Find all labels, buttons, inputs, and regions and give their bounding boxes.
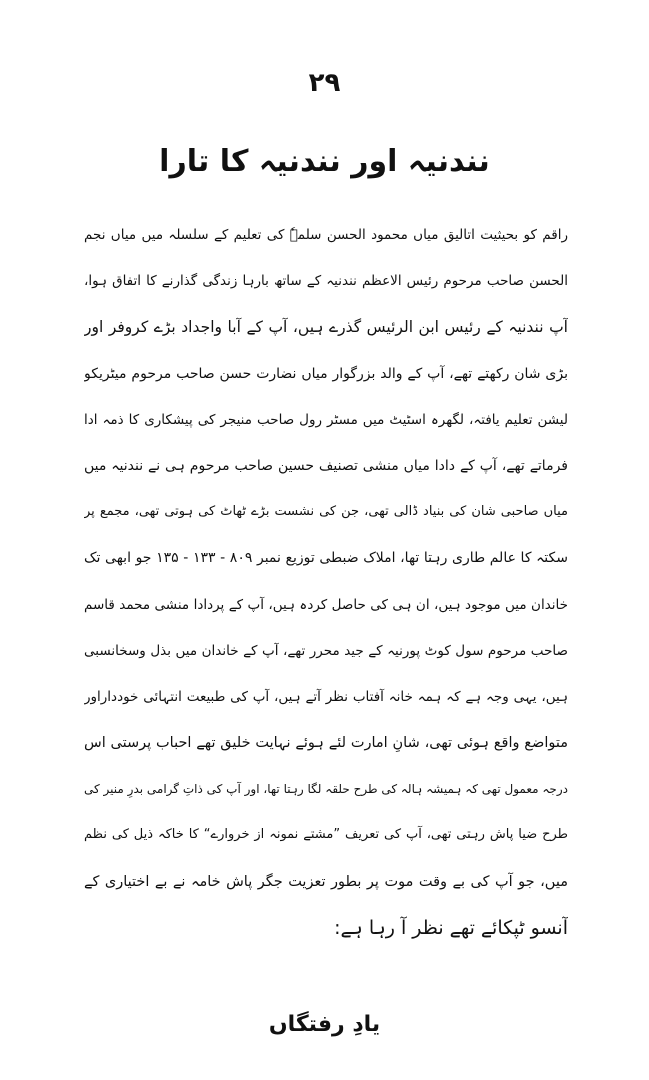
- text-line: آپ نندنیہ کے رئیس ابن الرئیس گذرے ہیں، آپ کے آبا واجداد بڑے کروفر اور: [84, 318, 568, 337]
- text-line: راقم کو بحیثیت اتالیق میاں محمود الحسن سلمہٗ کی تعلیم کے سلسلہ میں میاں نجم: [84, 227, 568, 243]
- text-line: بڑی شان رکھتے تھے، آپ کے والد بزرگوار میاں نضارت حسن صاحب مرحوم میٹریکو: [84, 365, 568, 382]
- text-line: میاں صاحبی شان کی بنیاد ڈالی تھی، جن کی نشست بڑے ٹھاٹ کی ہوتی تھی، مجمع پر: [84, 504, 568, 520]
- text-line: الحسن صاحب مرحوم رئیس الاعظم نندنیہ کے ساتھ بارہا زندگی گذارنے کا اتفاق ہوا،: [84, 273, 568, 290]
- page-number: ۲۹: [308, 68, 341, 98]
- body-paragraph: [84, 212, 568, 951]
- section-heading: یادِ رفتگاں: [268, 1012, 381, 1037]
- text-line: خاندان میں موجود ہیں، ان ہی کی حاصل کردہ ہیں، آپ کے پردادا منشی محمد قاسم: [84, 596, 568, 613]
- text-line: میں، جو آپ کی بے وقت موت پر بطور تعزیت جگر پاش خامہ نے بے اختیاری کے: [84, 873, 568, 890]
- text-line: طرح ضیا پاش رہتی تھی، آپ کی تعریف ”مشتے نمونہ از خروارے“ کا خاکہ ذیل کی نظم: [84, 827, 568, 843]
- text-line: سکتہ کا عالم طاری رہتا تھا، املاک ضبطی توزیع نمبر ۸۰۹ - ۱۳۳ - ۱۳۵ جو ابھی تک: [84, 550, 568, 567]
- text-line: فرماتے تھے، آپ کے دادا میاں منشی تصنیف حسین صاحب مرحوم ہی نے نندنیہ میں: [84, 457, 568, 474]
- text-line: لیشن تعلیم یافتہ، لگھرہ اسٹیٹ میں مسٹر رول صاحب منیجر کی پیشکاری کا ذمہ ادا: [84, 411, 568, 428]
- text-line: آنسو ٹپکائے تھے نظر آ رہا ہے:: [334, 916, 568, 939]
- text-line: ہیں، یہی وجہ ہے کہ ہمہ خانہ آفتاب نظر آتے ہیں، آپ کی طبیعت انتہائی خودداراور: [84, 688, 568, 705]
- text-line: درجہ معمول تھی کہ ہمیشہ ہالہ کی طرح حلقہ لگا رہتا تھا، اور آپ کی ذاتِ گرامی بدرِ منیر کی: [84, 782, 568, 797]
- text-line: صاحب مرحوم سول کوٹ پورنیہ کے جید محرر تھے، آپ کے خاندان میں بذل وسخانسبی: [84, 642, 568, 659]
- chapter-title: نندنیہ اور نندنیہ کا تارا: [159, 144, 490, 179]
- text-line: متواضع واقع ہوئی تھی، شانِ امارت لئے ہوئے نہایت خلیق تھے احباب پرستی اس: [84, 735, 568, 752]
